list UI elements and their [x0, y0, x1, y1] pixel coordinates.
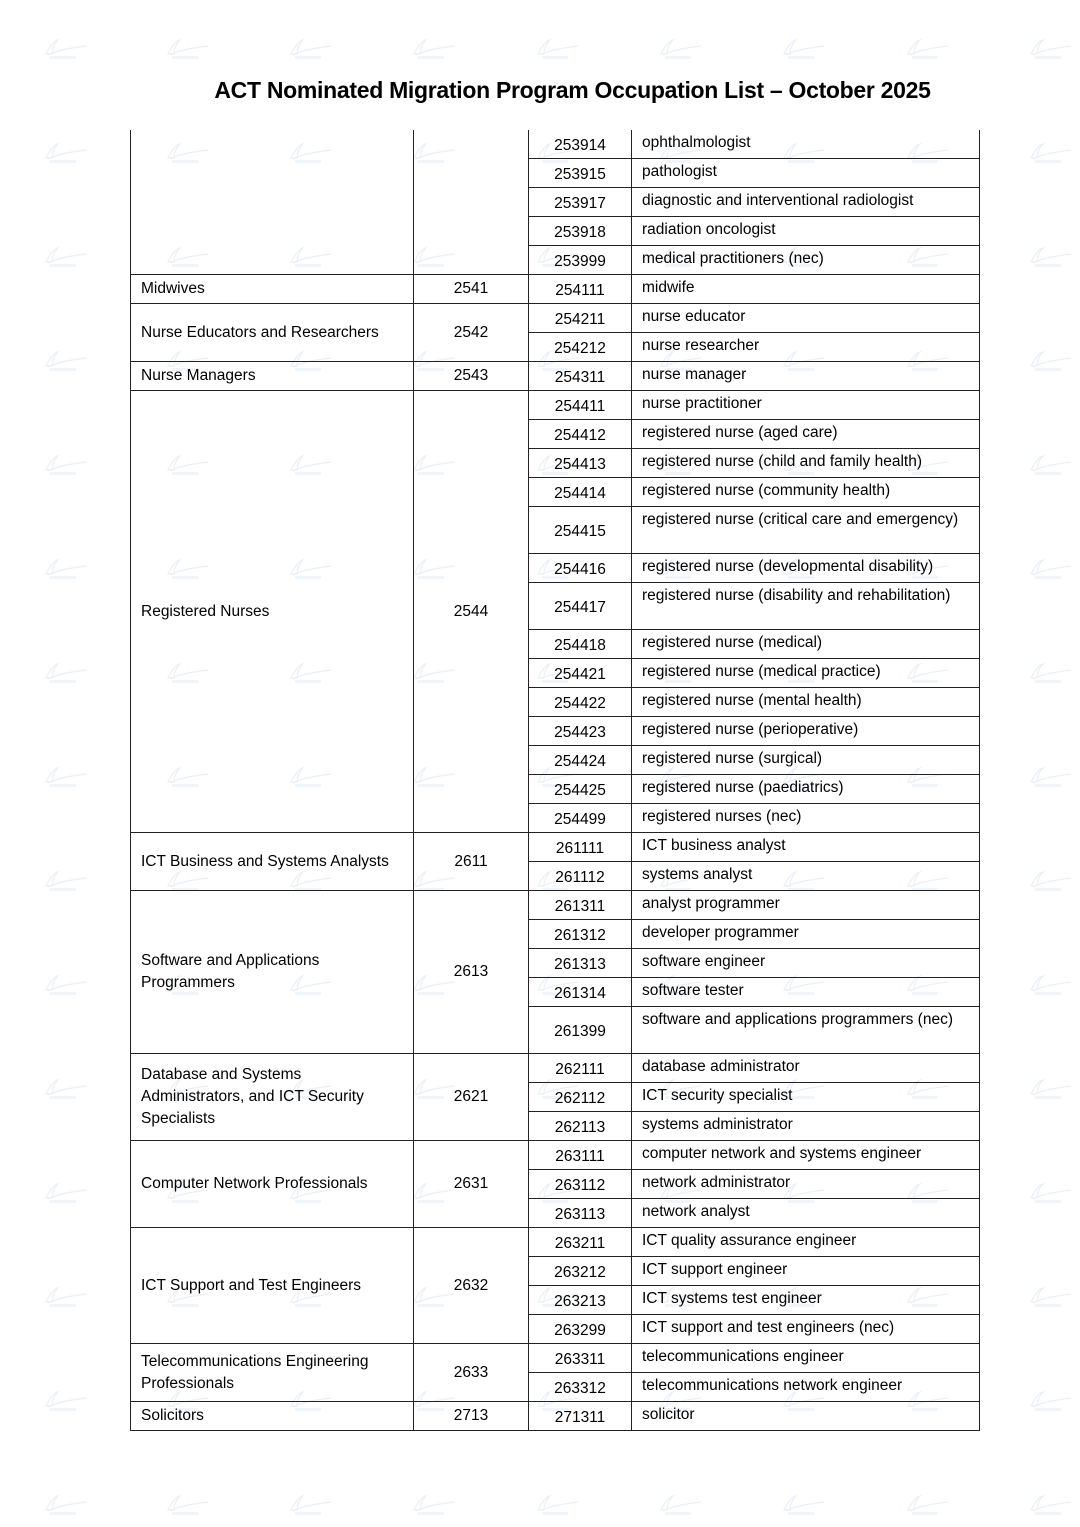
unit-group-name: ICT Support and Test Engineers: [131, 1228, 414, 1344]
unit-group-code: 2541: [414, 275, 529, 304]
sail-logo-watermark-icon: [40, 558, 90, 582]
unit-group-code: 2633: [414, 1344, 529, 1402]
unit-group-name: Telecommunications Engineering Professionals: [131, 1344, 414, 1402]
sail-logo-watermark-icon: [1025, 766, 1075, 790]
sail-logo-watermark-icon: [162, 38, 212, 62]
unit-group-name: ICT Business and Systems Analysts: [131, 833, 414, 891]
unit-group-code: 2611: [414, 833, 529, 891]
anzsco-code: 254411: [529, 391, 632, 420]
occupation-name: pathologist: [632, 159, 980, 188]
anzsco-code: 261313: [529, 949, 632, 978]
anzsco-code: 263211: [529, 1228, 632, 1257]
occupation-name: nurse educator: [632, 304, 980, 333]
sail-logo-watermark-icon: [1025, 1494, 1075, 1518]
anzsco-code: 254211: [529, 304, 632, 333]
anzsco-code: 254421: [529, 659, 632, 688]
anzsco-code: 253917: [529, 188, 632, 217]
table-row: [131, 891, 980, 920]
sail-logo-watermark-icon: [1025, 558, 1075, 582]
sail-logo-watermark-icon: [40, 454, 90, 478]
sail-logo-watermark-icon: [1025, 38, 1075, 62]
anzsco-code: 261399: [529, 1007, 632, 1054]
occupation-name: solicitor: [632, 1402, 980, 1431]
sail-logo-watermark-icon: [1025, 974, 1075, 998]
anzsco-code: 271311: [529, 1402, 632, 1431]
table-row: [131, 833, 980, 862]
table-row: [131, 391, 980, 420]
anzsco-code: 254415: [529, 507, 632, 554]
occupation-name: analyst programmer: [632, 891, 980, 920]
anzsco-code: 254111: [529, 275, 632, 304]
unit-group-code: 2713: [414, 1402, 529, 1431]
occupation-name: ICT business analyst: [632, 833, 980, 862]
occupation-name: ICT systems test engineer: [632, 1286, 980, 1315]
anzsco-code: 263213: [529, 1286, 632, 1315]
sail-logo-watermark-icon: [40, 662, 90, 686]
anzsco-code: 254212: [529, 333, 632, 362]
sail-logo-watermark-icon: [408, 1494, 458, 1518]
occupation-name: computer network and systems engineer: [632, 1141, 980, 1170]
sail-logo-watermark-icon: [40, 38, 90, 62]
unit-group-code: 2544: [414, 391, 529, 833]
sail-logo-watermark-icon: [1025, 1078, 1075, 1102]
anzsco-code: 253915: [529, 159, 632, 188]
occupation-name: midwife: [632, 275, 980, 304]
anzsco-code: 262113: [529, 1112, 632, 1141]
occupation-name: nurse researcher: [632, 333, 980, 362]
table-row: [131, 1054, 980, 1083]
sail-logo-watermark-icon: [1025, 142, 1075, 166]
occupation-name: network administrator: [632, 1170, 980, 1199]
occupation-name: registered nurse (disability and rehabilitation): [632, 583, 980, 630]
occupation-name: nurse manager: [632, 362, 980, 391]
anzsco-code: 263299: [529, 1315, 632, 1344]
sail-logo-watermark-icon: [1025, 1390, 1075, 1414]
anzsco-code: 263111: [529, 1141, 632, 1170]
table-row: [131, 1402, 980, 1431]
table-row: [131, 275, 980, 304]
anzsco-code: 254417: [529, 583, 632, 630]
occupation-name: registered nurse (surgical): [632, 746, 980, 775]
unit-group-name: Computer Network Professionals: [131, 1141, 414, 1228]
occupation-name: systems analyst: [632, 862, 980, 891]
sail-logo-watermark-icon: [1025, 1286, 1075, 1310]
occupation-name: registered nurse (medical practice): [632, 659, 980, 688]
anzsco-code: 254499: [529, 804, 632, 833]
occupation-name: medical practitioners (nec): [632, 246, 980, 275]
sail-logo-watermark-icon: [1025, 350, 1075, 374]
occupation-name: registered nurse (paediatrics): [632, 775, 980, 804]
occupation-name: radiation oncologist: [632, 217, 980, 246]
unit-group-name: Midwives: [131, 275, 414, 304]
anzsco-code: 254416: [529, 554, 632, 583]
sail-logo-watermark-icon: [655, 38, 705, 62]
unit-group-name: Database and Systems Administrators, and ICT Security Specialists: [131, 1054, 414, 1141]
unit-group-name: Solicitors: [131, 1402, 414, 1431]
sail-logo-watermark-icon: [1025, 246, 1075, 270]
occupation-name: registered nurse (perioperative): [632, 717, 980, 746]
unit-group-name: Nurse Managers: [131, 362, 414, 391]
sail-logo-watermark-icon: [162, 1494, 212, 1518]
sail-logo-watermark-icon: [778, 38, 828, 62]
sail-logo-watermark-icon: [40, 142, 90, 166]
anzsco-code: 263112: [529, 1170, 632, 1199]
occupation-name: developer programmer: [632, 920, 980, 949]
sail-logo-watermark-icon: [40, 1078, 90, 1102]
occupation-table: [130, 130, 980, 1431]
sail-logo-watermark-icon: [902, 1494, 952, 1518]
occupation-name: diagnostic and interventional radiologist: [632, 188, 980, 217]
occupation-name: registered nurse (aged care): [632, 420, 980, 449]
occupation-name: ICT quality assurance engineer: [632, 1228, 980, 1257]
sail-logo-watermark-icon: [655, 1494, 705, 1518]
occupation-name: database administrator: [632, 1054, 980, 1083]
occupation-name: registered nurse (developmental disability): [632, 554, 980, 583]
occupation-name: registered nurse (medical): [632, 630, 980, 659]
unit-group-code: 2613: [414, 891, 529, 1054]
anzsco-code: 254311: [529, 362, 632, 391]
page-title: ACT Nominated Migration Program Occupation List – October 2025: [214, 77, 931, 104]
anzsco-code: 253914: [529, 130, 632, 159]
occupation-name: software engineer: [632, 949, 980, 978]
anzsco-code: 262111: [529, 1054, 632, 1083]
sail-logo-watermark-icon: [532, 1494, 582, 1518]
sail-logo-watermark-icon: [40, 1494, 90, 1518]
occupation-name: registered nurse (child and family health): [632, 449, 980, 478]
unit-group-name: Nurse Educators and Researchers: [131, 304, 414, 362]
occupation-name: registered nurse (mental health): [632, 688, 980, 717]
sail-logo-watermark-icon: [1025, 454, 1075, 478]
table-row: [131, 1344, 980, 1373]
sail-logo-watermark-icon: [40, 870, 90, 894]
occupation-table-body: [131, 130, 980, 1431]
anzsco-code: 254414: [529, 478, 632, 507]
unit-group-code: 2632: [414, 1228, 529, 1344]
sail-logo-watermark-icon: [532, 38, 582, 62]
sail-logo-watermark-icon: [1025, 870, 1075, 894]
sail-logo-watermark-icon: [40, 350, 90, 374]
sail-logo-watermark-icon: [285, 1494, 335, 1518]
unit-group-name: Registered Nurses: [131, 391, 414, 833]
anzsco-code: 261314: [529, 978, 632, 1007]
occupation-name: systems administrator: [632, 1112, 980, 1141]
table-row: [131, 1141, 980, 1170]
unit-group-name: Software and Applications Programmers: [131, 891, 414, 1054]
occupation-name: ICT support and test engineers (nec): [632, 1315, 980, 1344]
anzsco-code: 254412: [529, 420, 632, 449]
table-row: [131, 1228, 980, 1257]
anzsco-code: 261112: [529, 862, 632, 891]
occupation-name: registered nurse (community health): [632, 478, 980, 507]
anzsco-code: 253918: [529, 217, 632, 246]
occupation-name: registered nurse (critical care and emergency): [632, 507, 980, 554]
occupation-name: telecommunications engineer: [632, 1344, 980, 1373]
occupation-name: software and applications programmers (nec): [632, 1007, 980, 1054]
anzsco-code: 263113: [529, 1199, 632, 1228]
unit-group-code: 2621: [414, 1054, 529, 1141]
anzsco-code: 261311: [529, 891, 632, 920]
anzsco-code: 254424: [529, 746, 632, 775]
anzsco-code: 254425: [529, 775, 632, 804]
unit-group-code: 2543: [414, 362, 529, 391]
unit-group-code: 2542: [414, 304, 529, 362]
anzsco-code: 263311: [529, 1344, 632, 1373]
occupation-name: network analyst: [632, 1199, 980, 1228]
anzsco-code: 254422: [529, 688, 632, 717]
sail-logo-watermark-icon: [778, 1494, 828, 1518]
anzsco-code: 254423: [529, 717, 632, 746]
sail-logo-watermark-icon: [40, 1390, 90, 1414]
occupation-name: ICT security specialist: [632, 1083, 980, 1112]
occupation-name: software tester: [632, 978, 980, 1007]
sail-logo-watermark-icon: [408, 38, 458, 62]
sail-logo-watermark-icon: [40, 246, 90, 270]
unit-group-name: [131, 130, 414, 275]
anzsco-code: 254413: [529, 449, 632, 478]
table-row: [131, 362, 980, 391]
sail-logo-watermark-icon: [40, 1182, 90, 1206]
anzsco-code: 253999: [529, 246, 632, 275]
occupation-name: registered nurses (nec): [632, 804, 980, 833]
sail-logo-watermark-icon: [902, 38, 952, 62]
occupation-name: ICT support engineer: [632, 1257, 980, 1286]
sail-logo-watermark-icon: [1025, 1182, 1075, 1206]
sail-logo-watermark-icon: [1025, 662, 1075, 686]
unit-group-code: [414, 130, 529, 275]
anzsco-code: 254418: [529, 630, 632, 659]
anzsco-code: 263312: [529, 1373, 632, 1402]
anzsco-code: 263212: [529, 1257, 632, 1286]
sail-logo-watermark-icon: [40, 766, 90, 790]
unit-group-code: 2631: [414, 1141, 529, 1228]
sail-logo-watermark-icon: [40, 974, 90, 998]
anzsco-code: 262112: [529, 1083, 632, 1112]
table-row: [131, 304, 980, 333]
anzsco-code: 261312: [529, 920, 632, 949]
occupation-name: nurse practitioner: [632, 391, 980, 420]
table-row: [131, 130, 980, 159]
anzsco-code: 261111: [529, 833, 632, 862]
occupation-name: ophthalmologist: [632, 130, 980, 159]
sail-logo-watermark-icon: [285, 38, 335, 62]
sail-logo-watermark-icon: [40, 1286, 90, 1310]
occupation-name: telecommunications network engineer: [632, 1373, 980, 1402]
